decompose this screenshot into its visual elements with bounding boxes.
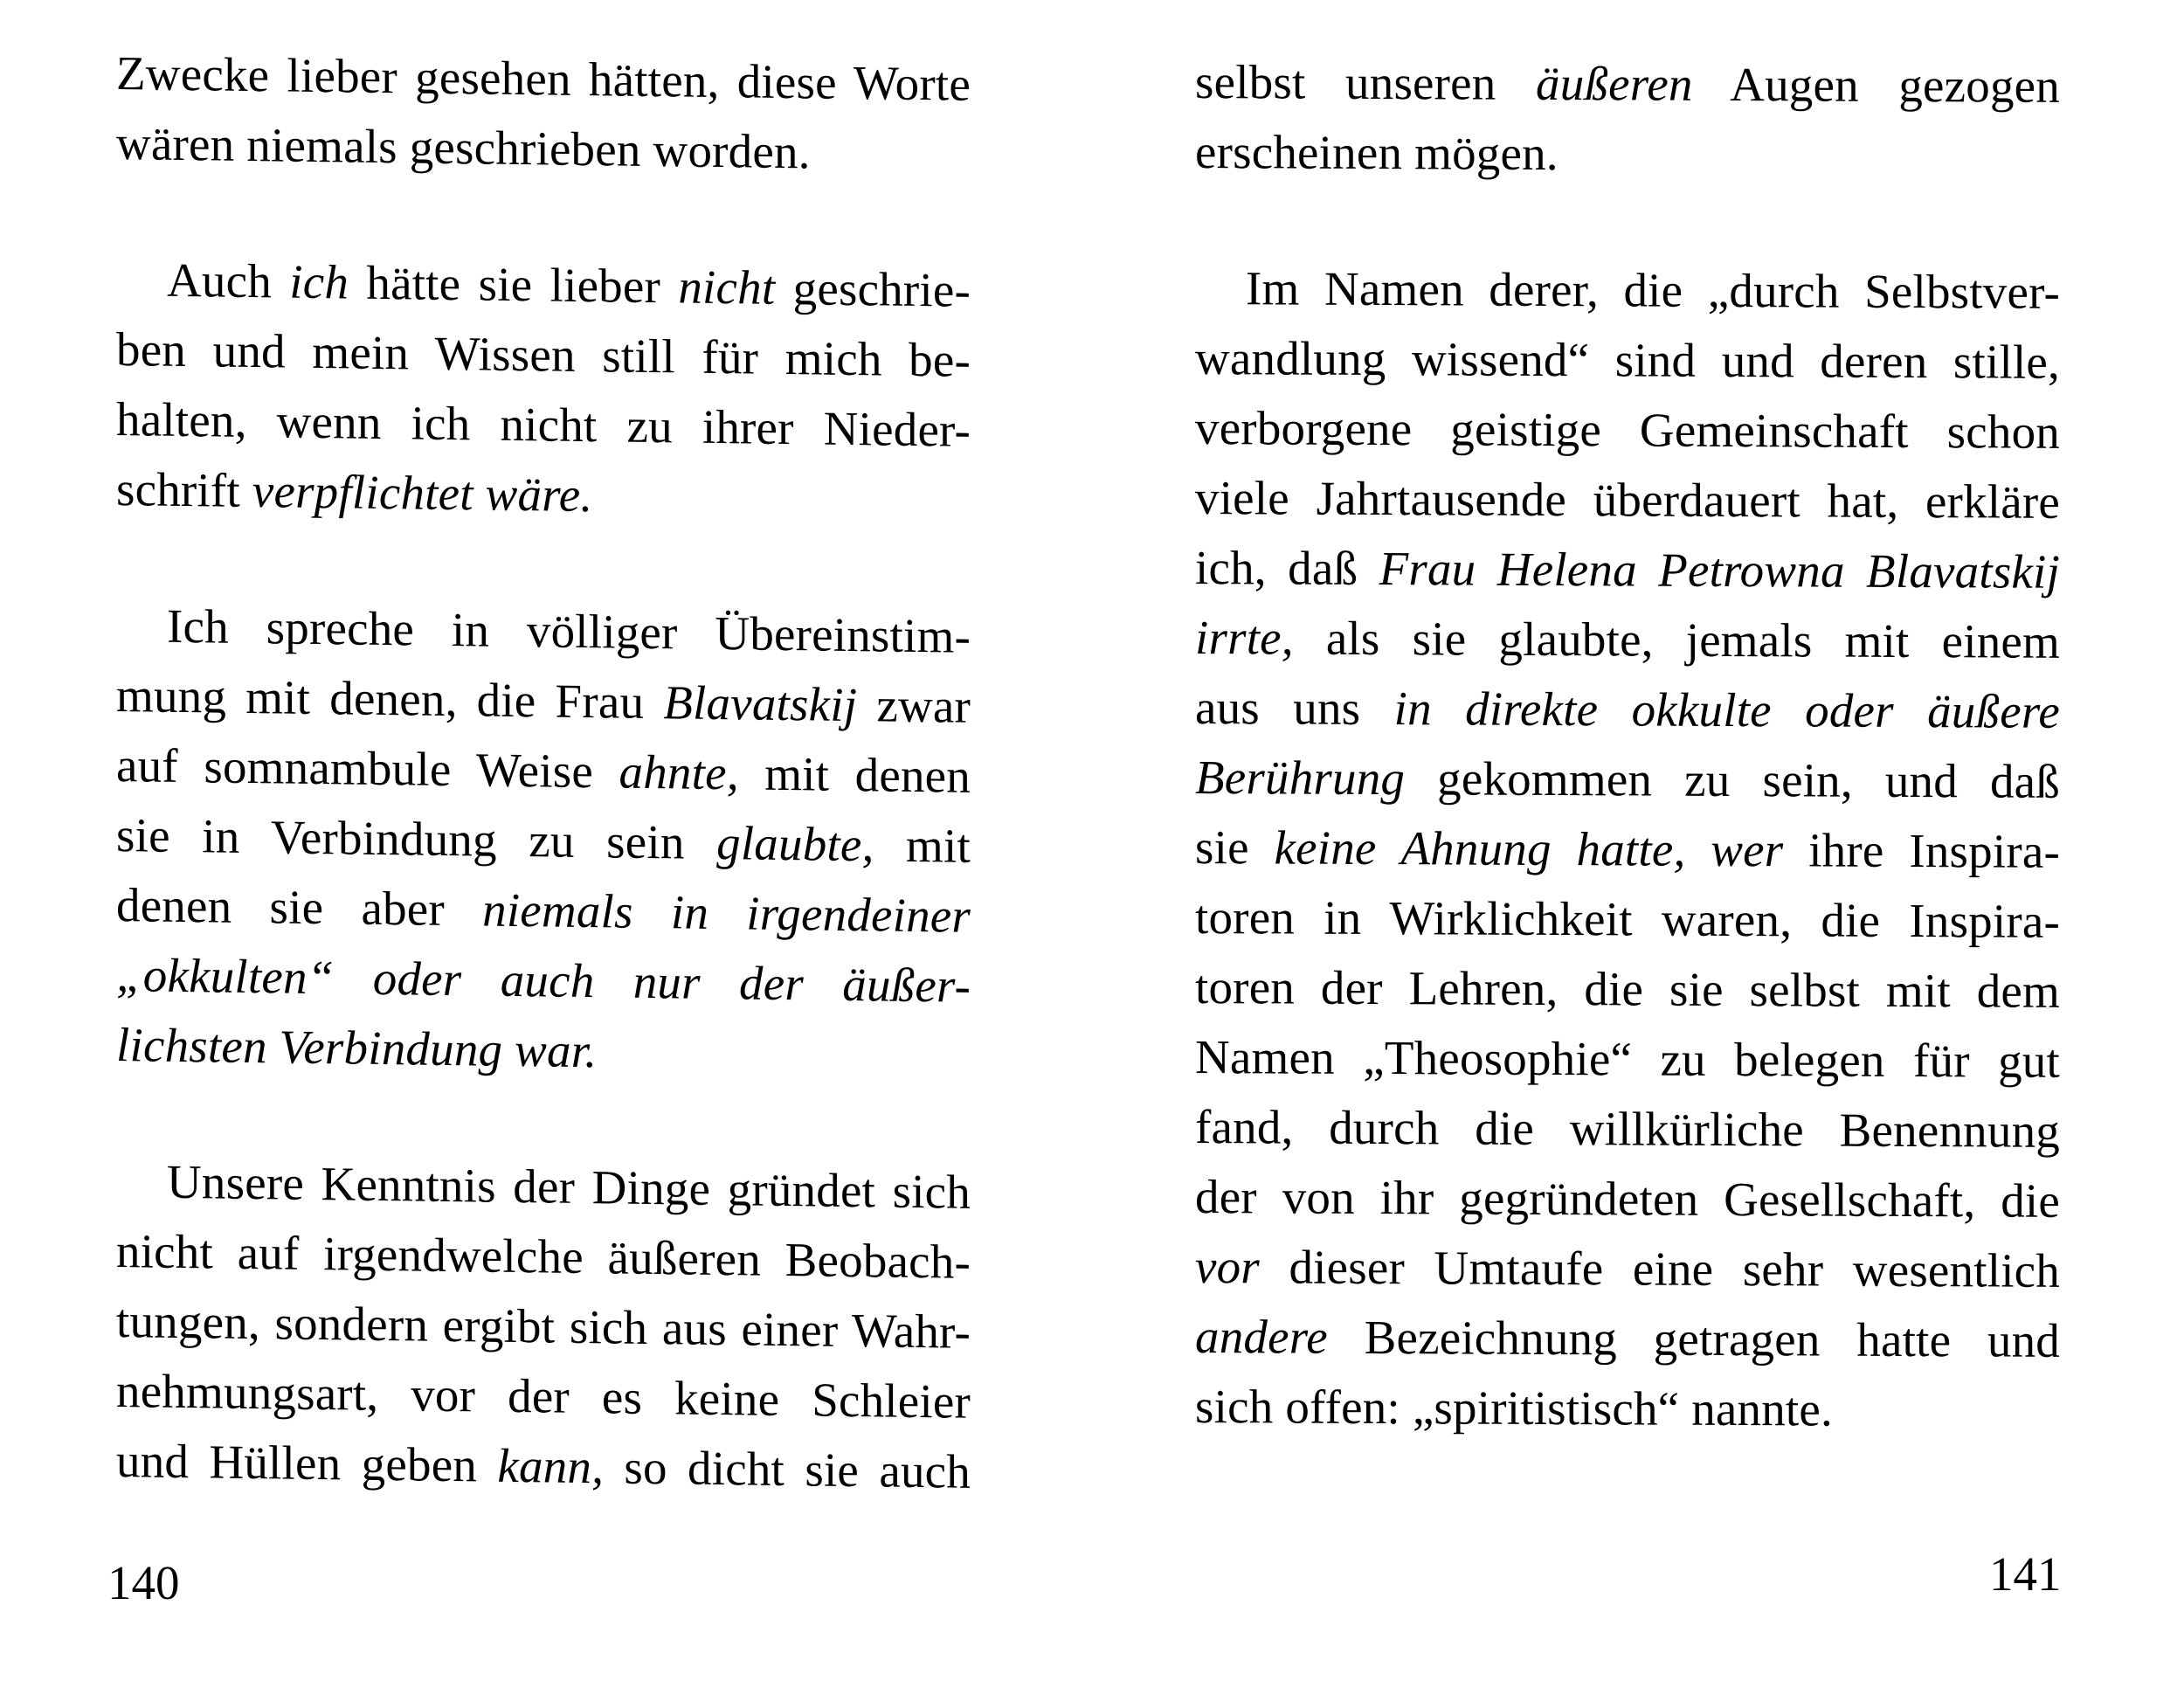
text-segment: Auch bbox=[167, 253, 290, 308]
text-segment: fand, durch die willkürliche Benennung bbox=[1195, 1100, 2060, 1158]
text-segment: ben und mein Wissen still für mich be- bbox=[116, 322, 971, 387]
italic-text-segment: verpflichtet wäre. bbox=[252, 464, 593, 522]
text-segment: sie in Verbindung zu sein bbox=[116, 808, 717, 869]
text-line bbox=[1195, 117, 2060, 191]
text-segment: ihre Inspira- bbox=[1783, 823, 2060, 878]
text-line bbox=[1195, 952, 2060, 1027]
italic-text-segment: andere bbox=[1195, 1310, 1328, 1364]
text-line bbox=[1195, 673, 2060, 747]
text-segment: Namen „Theosophie“ zu belegen für gut bbox=[1195, 1030, 2060, 1088]
italic-text-segment: lichsten Verbindung war. bbox=[116, 1018, 598, 1078]
text-line bbox=[1195, 253, 2060, 328]
text-segment: selbst unseren bbox=[1195, 55, 1537, 110]
text-line bbox=[1195, 743, 2060, 817]
text-segment: aus uns bbox=[1195, 681, 1394, 736]
text-segment: verborgene geistige Gemeinschaft schon bbox=[1195, 401, 2060, 459]
text-line bbox=[1195, 1022, 2060, 1097]
text-segment: auf somnambule Weise bbox=[116, 738, 619, 799]
text-line bbox=[1195, 1092, 2060, 1166]
text-segment: halten, wenn ich nicht zu ihrer Nieder- bbox=[116, 392, 971, 457]
text-segment: hätte sie lieber bbox=[349, 255, 679, 314]
text-segment: wären niemals geschrieben worden. bbox=[116, 116, 811, 179]
text-line bbox=[1195, 1372, 2060, 1446]
text-segment: viele Jahrtausende überdauert hat, erkläre bbox=[1195, 471, 2060, 529]
text-segment: sich offen: „spiritistisch“ nannte. bbox=[1195, 1380, 1833, 1436]
text-line bbox=[1195, 813, 2060, 887]
text-segment: Zwecke lieber gesehen hätten, diese Worte bbox=[116, 46, 971, 111]
text-segment: Im Namen derer, die „durch Selbstver- bbox=[1246, 261, 2060, 319]
text-segment: gekommen zu sein, und daß bbox=[1405, 751, 2060, 808]
text-segment: mung mit denen, die Frau bbox=[116, 668, 664, 730]
italic-text-segment: äußeren bbox=[1536, 56, 1693, 111]
italic-text-segment: glaubte, bbox=[716, 815, 874, 872]
text-line bbox=[1195, 882, 2060, 957]
text-line bbox=[1195, 533, 2060, 607]
text-segment: toren der Lehren, die sie selbst mit dem bbox=[1195, 960, 2060, 1018]
text-line bbox=[1195, 603, 2060, 677]
text-segment: sie bbox=[1195, 820, 1275, 875]
text-segment: so dicht sie auch bbox=[604, 1440, 971, 1498]
italic-text-segment: kann, bbox=[497, 1438, 605, 1494]
text-segment: wandlung wissend“ sind und deren stille, bbox=[1195, 331, 2060, 389]
text-line bbox=[1195, 1302, 2060, 1376]
italic-text-segment: nicht bbox=[678, 259, 776, 315]
text-segment: nicht auf irgendwelche äußeren Beobach- bbox=[116, 1224, 971, 1289]
text-segment: dieser Umtaufe eine sehr wesentlich bbox=[1259, 1240, 2060, 1297]
text-line bbox=[1195, 1162, 2060, 1236]
left-page-number: 140 bbox=[107, 1556, 180, 1609]
italic-text-segment: in direkte okkulte oder äußere bbox=[1393, 681, 2060, 738]
text-segment: mit denen bbox=[738, 746, 971, 803]
text-segment: nehmungsart, vor der es keine Schleier bbox=[116, 1364, 971, 1429]
text-segment: erscheinen mögen. bbox=[1195, 125, 1559, 181]
text-segment: schrift bbox=[116, 462, 252, 518]
text-segment: denen sie aber bbox=[116, 878, 483, 937]
text-segment: Augen gezogen bbox=[1692, 57, 2060, 113]
italic-text-segment: Berührung bbox=[1195, 751, 1406, 806]
text-segment: tungen, sondern ergibt sich aus einer Wahr- bbox=[116, 1294, 971, 1359]
italic-text-segment: niemals in irgendeiner bbox=[482, 882, 971, 943]
italic-text-segment: „okkulten“ oder auch nur der äußer- bbox=[116, 948, 971, 1013]
text-segment: mit bbox=[874, 818, 971, 873]
paragraph bbox=[1195, 47, 2060, 191]
text-line bbox=[1195, 323, 2060, 398]
text-line bbox=[1195, 463, 2060, 537]
italic-text-segment: vor bbox=[1195, 1240, 1260, 1294]
text-segment: Unsere Kenntnis der Dinge gründet sich bbox=[167, 1154, 971, 1219]
italic-text-segment: Frau Helena Petrowna Blavatskij bbox=[1379, 542, 2061, 598]
text-line bbox=[1195, 1232, 2060, 1306]
text-line bbox=[1195, 393, 2060, 467]
italic-text-segment: keine Ahnung hatte, wer bbox=[1274, 820, 1784, 877]
italic-text-segment: ahnte, bbox=[619, 744, 739, 800]
text-segment: zwar bbox=[857, 678, 971, 733]
right-text-column bbox=[1195, 47, 2060, 1446]
italic-text-segment: ich bbox=[289, 254, 349, 309]
text-segment: und Hüllen geben bbox=[116, 1434, 498, 1492]
italic-text-segment: irrte, bbox=[1195, 611, 1294, 665]
text-segment: geschrie- bbox=[775, 260, 971, 317]
right-page-number: 141 bbox=[1989, 1547, 2062, 1601]
text-segment: Ich spreche in völliger Übereinstim- bbox=[167, 598, 971, 663]
text-line bbox=[1195, 47, 2060, 121]
text-segment: als sie glaubte, jemals mit einem bbox=[1293, 611, 2060, 668]
text-segment: Bezeichnung getragen hatte und bbox=[1327, 1310, 2060, 1367]
italic-text-segment: Blavatskij bbox=[663, 675, 858, 732]
text-segment: toren in Wirklichkeit waren, die Inspira- bbox=[1195, 890, 2060, 948]
text-segment: ich, daß bbox=[1195, 541, 1379, 596]
paragraph bbox=[1195, 253, 2060, 1446]
text-segment: der von ihr gegründeten Gesellschaft, die bbox=[1195, 1170, 2060, 1228]
